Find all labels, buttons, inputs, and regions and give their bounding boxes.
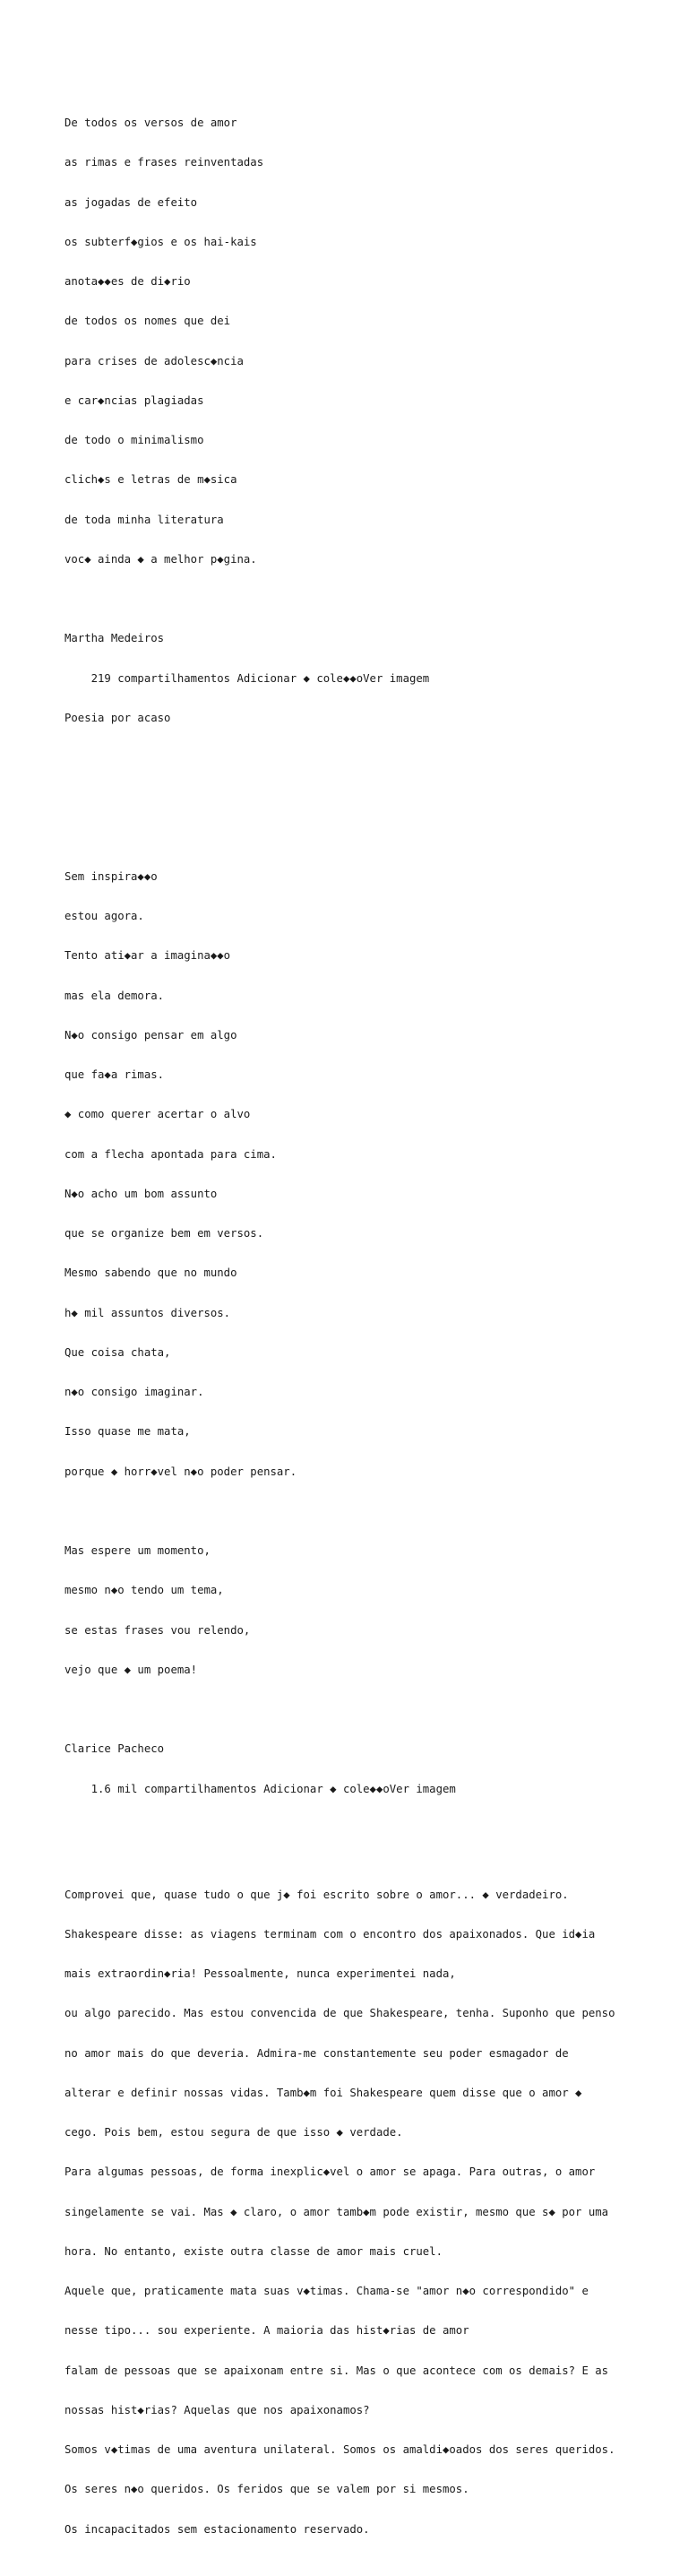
poem-line: estou agora. [64,910,144,922]
poem-1 [64,91,683,752]
poem-line: h◆ mil assuntos diversos. [64,1306,231,1319]
poem-author: Martha Medeiros [64,632,165,645]
prose-line: Shakespeare disse: as viagens terminam com o encontro dos apaixonados. Que id◆ia [64,1927,596,1941]
poem-line: que fa◆a rimas. [64,1068,165,1081]
poem-line: Tento ati◆ar a imagina◆◆o [64,949,231,963]
prose-block [64,1862,683,2563]
prose-line: no amor mais do que deveria. Admira-me constantemente seu poder esmagador de [64,2046,569,2060]
poem-line: n◆o consigo imaginar. [64,1386,204,1398]
prose-line: Os seres n◆o queridos. Os feridos que se valem por si mesmos. [64,2483,469,2496]
poem-line: voc◆ ainda ◆ a melhor p◆gina. [64,552,257,566]
poem-line: que se organize bem em versos. [64,1227,264,1240]
poem-line: mas ela demora. [64,989,165,1002]
poem-line: de todo o minimalismo [64,434,204,446]
spacer [64,592,683,606]
document-page [64,64,683,2576]
poem-line: as rimas e frases reinventadas [64,156,264,169]
poem-line: N◆o acho um bom assunto [64,1187,218,1200]
poem-line: os subterf◆gios e os hai-kais [64,235,257,248]
poem-line: de todos os nomes que dei [64,315,231,328]
prose-line: cego. Pois bem, estou segura de que isso ◆ verdade. [64,2126,403,2139]
prose-line: hora. No entanto, existe outra classe de amor mais cruel. [64,2244,443,2258]
poem-line: de toda minha literatura [64,513,224,526]
poem-line: porque ◆ horr◆vel n◆o poder pensar. [64,1465,297,1478]
poem-line: Sem inspira◆◆o [64,869,158,883]
share-meta[interactable]: 1.6 mil compartilhamentos Adicionar ◆ cole◆◆oVer imagem [64,1782,456,1795]
poem-line: para crises de adolesc◆ncia [64,354,244,367]
prose-line: Os incapacitados sem estacionamento reservado. [64,2522,370,2536]
prose-line: ou algo parecido. Mas estou convencida de que Shakespeare, tenha. Suponho que penso [64,2007,615,2020]
poem-line: as jogadas de efeito [64,195,198,209]
prose-line: nossas hist◆rias? Aquelas que nos apaixonamos? [64,2403,370,2416]
poem-line: clich◆s e letras de m◆sica [64,473,237,487]
prose-line: mais extraordin◆ria! Pessoalmente, nunca experimentei nada, [64,1967,456,1980]
poem-line: ◆ como querer acertar o alvo [64,1108,251,1121]
prose-line: Para algumas pessoas, de forma inexplic◆vel o amor se apaga. Para outras, o amor [64,2165,596,2179]
spacer [64,1703,683,1716]
poem-line: se estas frases vou relendo, [64,1623,251,1637]
poem-line: mesmo n◆o tendo um tema, [64,1584,224,1597]
prose-line: Aquele que, praticamente mata suas v◆timas. Chama-se "amor n◆o correspondido" e [64,2285,589,2297]
spacer [64,791,683,804]
spacer [64,1505,683,1518]
poem-line: com a flecha apontada para cima. [64,1147,277,1161]
prose-line: nesse tipo... sou experiente. A maioria das hist◆rias de amor [64,2324,469,2338]
poem-line: N◆o consigo pensar em algo [64,1028,237,1042]
poem-2 [64,843,683,1822]
prose-line: Comprovei que, quase tudo o que j◆ foi escrito sobre o amor... ◆ verdadeiro. [64,1888,569,1901]
share-meta[interactable]: 219 compartilhamentos Adicionar ◆ cole◆◆oVer imagem [64,671,430,685]
prose-line: alterar e definir nossas vidas. Tamb◆m foi Shakespeare quem disse que o amor ◆ [64,2086,582,2099]
prose-line: Somos v◆timas de uma aventura unilateral. Somos os amaldi◆oados dos seres queridos. [64,2443,615,2456]
poem-line: e car◆ncias plagiadas [64,393,204,407]
poem-line: Isso quase me mata, [64,1425,191,1439]
poem-line: Mas espere um momento, [64,1544,211,1557]
poem-line: Que coisa chata, [64,1345,171,1359]
poem-line: De todos os versos de amor [64,117,237,129]
prose-line: falam de pessoas que se apaixonam entre si. Mas o que acontece com os demais? E as [64,2364,609,2377]
poem-line: Mesmo sabendo que no mundo [64,1266,237,1280]
poem-title: Poesia por acaso [64,711,171,724]
poem-line: vejo que ◆ um poema! [64,1663,198,1676]
prose-line: singelamente se vai. Mas ◆ claro, o amor tamb◆m pode existir, mesmo que s◆ por uma [64,2205,609,2218]
poem-author: Clarice Pacheco [64,1742,165,1756]
poem-line: anota◆◆es de di◆rio [64,275,191,288]
